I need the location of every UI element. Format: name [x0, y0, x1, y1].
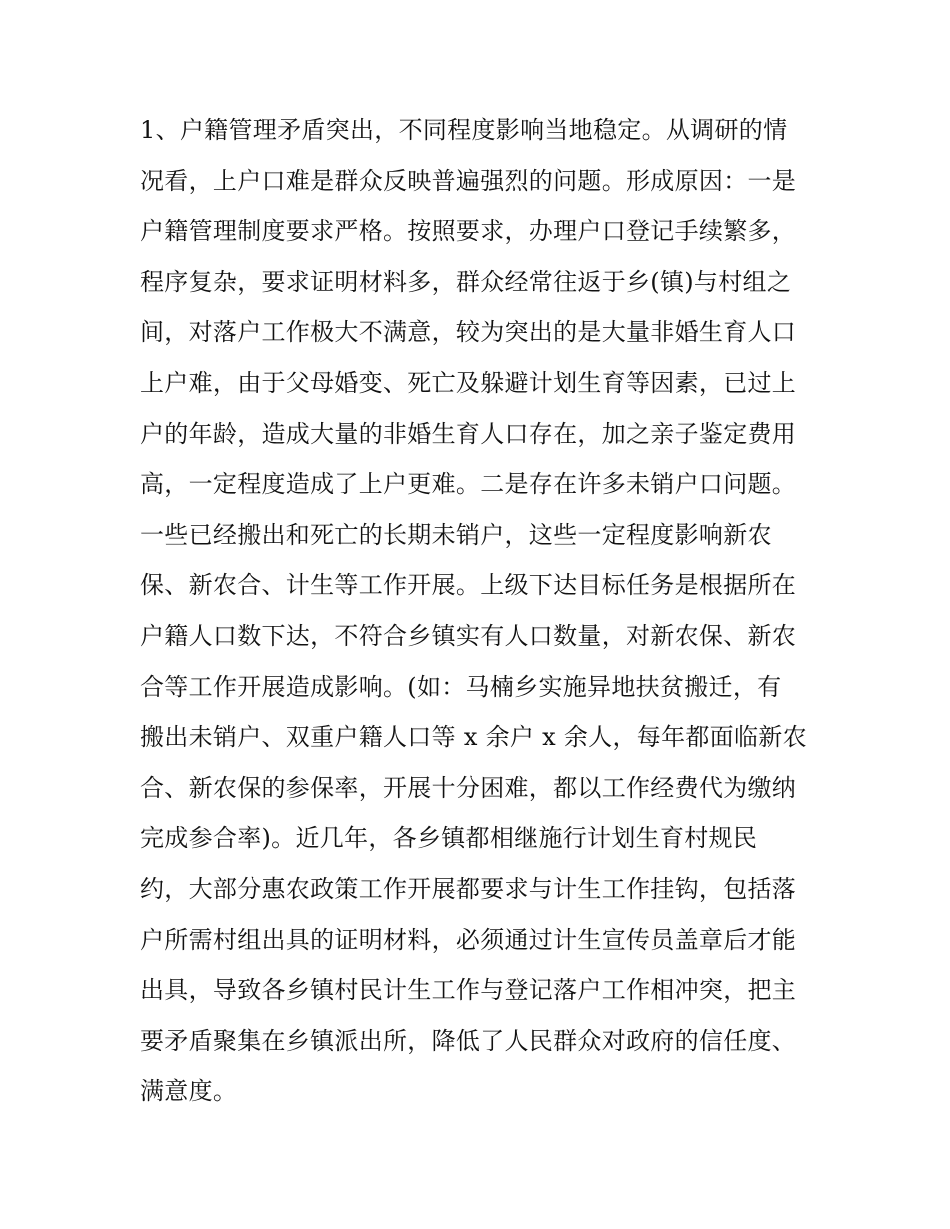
paragraph-line: 况看，上户口难是群众反映普遍强烈的问题。形成原因：一是 [140, 166, 797, 195]
paragraph-line: 一些已经搬出和死亡的长期未销户，这些一定程度影响新农 [140, 520, 772, 549]
paragraph-line: 户籍人口数下达，不符合乡镇实有人口数量，对新农保、新农 [140, 621, 797, 650]
paragraph-line: 户所需村组出具的证明材料，必须通过计生宣传员盖章后才能 [140, 925, 797, 954]
body-paragraph [140, 105, 820, 1117]
paragraph-line: 合等工作开展造成影响。(如：马楠乡实施异地扶贫搬迁，有 [140, 672, 782, 701]
paragraph-line: 合、新农保的参保率，开展十分困难，都以工作经费代为缴纳 [140, 773, 797, 802]
paragraph-line: 间，对落户工作极大不满意，较为突出的是大量非婚生育人口 [140, 318, 797, 347]
paragraph-line: 户籍管理制度要求严格。按照要求，办理户口登记手续繁多， [140, 217, 797, 246]
paragraph-line: 出具，导致各乡镇村民计生工作与登记落户工作相冲突，把主 [140, 976, 797, 1005]
paragraph-line: 1、户籍管理矛盾突出，不同程度影响当地稳定。从调研的情 [140, 116, 788, 144]
paragraph-line: 高，一定程度造成了上户更难。二是存在许多未销户口问题。 [140, 470, 797, 499]
paragraph-line: 要矛盾聚集在乡镇派出所，降低了人民群众对政府的信任度、 [140, 1026, 797, 1055]
paragraph-line: 上户难，由于父母婚变、死亡及躲避计划生育等因素，已过上 [140, 368, 797, 397]
paragraph-line: 户的年龄，造成大量的非婚生育人口存在，加之亲子鉴定费用 [140, 419, 797, 448]
paragraph-line: 搬出未销户、双重户籍人口等 x 余户 x 余人，每年都面临新农 [140, 723, 807, 752]
paragraph-line: 约，大部分惠农政策工作开展都要求与计生工作挂钩，包括落 [140, 874, 797, 903]
paragraph-line: 完成参合率)。近几年，各乡镇都相继施行计划生育村规民 [140, 824, 758, 853]
paragraph-line: 满意度。 [140, 1077, 238, 1106]
paragraph-line: 程序复杂，要求证明材料多，群众经常往返于乡(镇)与村组之 [140, 267, 792, 296]
paragraph-line: 保、新农合、计生等工作开展。上级下达目标任务是根据所在 [140, 571, 797, 600]
